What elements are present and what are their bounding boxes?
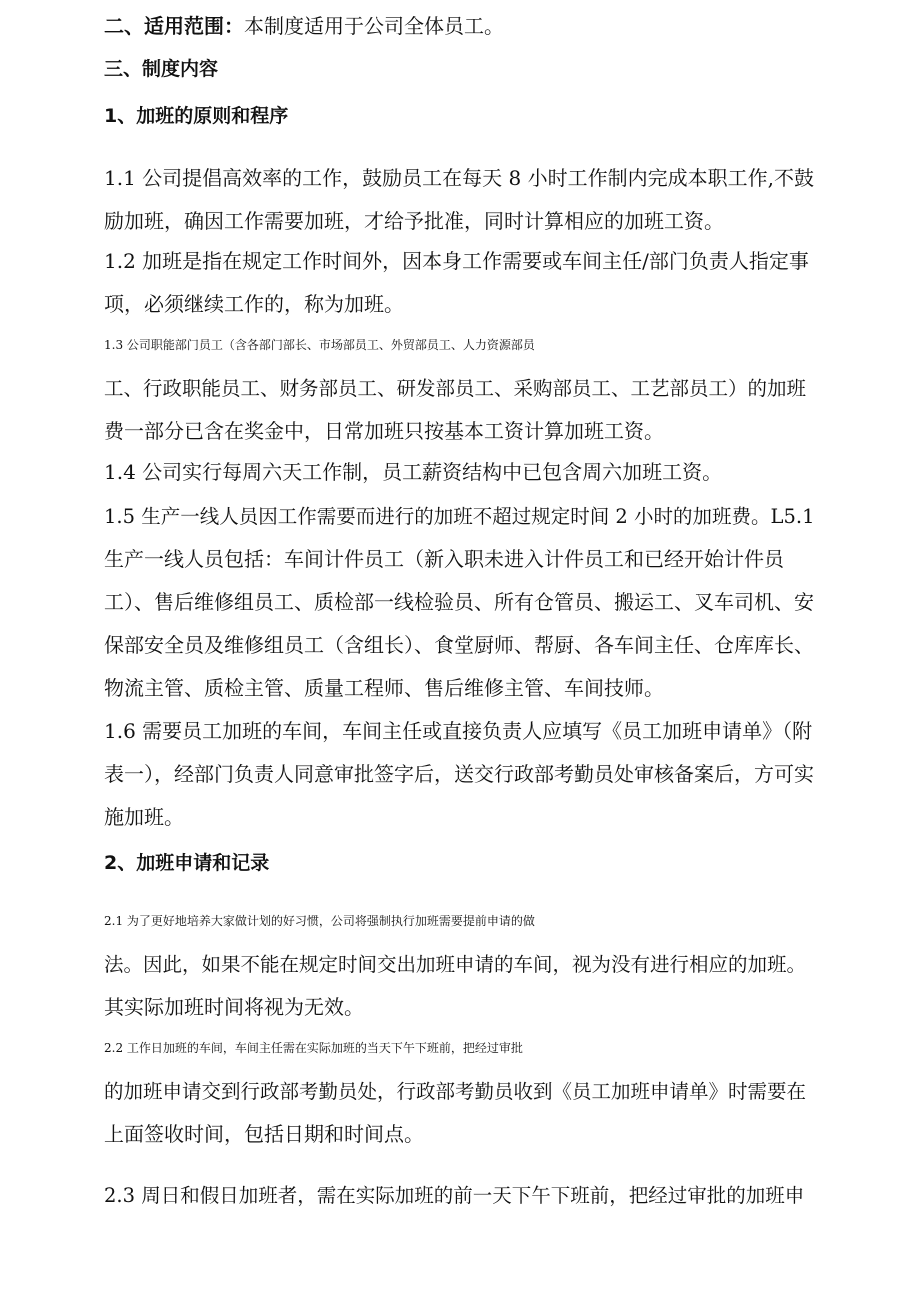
- paragraph-line: 其实际加班时间将视为无效。: [104, 995, 364, 1019]
- paragraph-line: 1.5 生产一线人员因工作需要而进行的加班不超过规定时间 2 小时的加班费。L5.1: [104, 505, 815, 528]
- paragraph-line: 2.3 周日和假日加班者，需在实际加班的前一天下午下班前，把经过审批的加班申: [104, 1184, 805, 1207]
- heading-overtime-application: 2、加班申请和记录: [104, 852, 270, 874]
- scope-line: [104, 5, 504, 48]
- paragraph-2-1: [104, 900, 806, 1029]
- paragraph-2-3: [104, 1174, 804, 1217]
- paragraph-line: 保部安全员及维修组员工（含组长）、食堂厨师、帮厨、各车间主任、仓库库长、: [104, 633, 814, 657]
- paragraph-1-2: [104, 240, 809, 326]
- paragraph-line: 表一），经部门负责人同意审批签字后，送交行政部考勤员处审核备案后，方可实: [104, 762, 814, 786]
- paragraph-line: 1.1 公司提倡高效率的工作，鼓励员工在每天 8 小时工作制内完成本职工作,不鼓: [104, 166, 814, 190]
- paragraph-line: 法。因此，如果不能在规定时间交出加班申请的车间，视为没有进行相应的加班。: [104, 953, 807, 976]
- paragraph-line: 1.6 需要员工加班的车间，车间主任或直接负责人应填写《员工加班申请单》（附: [104, 719, 813, 743]
- paragraph-line: 项，必须继续工作的，称为加班。: [104, 292, 404, 316]
- paragraph-line: 上面签收时间，包括日期和时间点。: [104, 1122, 424, 1146]
- paragraph-line: 工、行政职能员工、财务部员工、研发部员工、采购部员工、工艺部员工）的加班: [104, 377, 807, 400]
- paragraph-1-3: [104, 324, 806, 453]
- paragraph-line: 的加班申请交到行政部考勤员处，行政部考勤员收到《员工加班申请单》时需要在: [104, 1080, 807, 1103]
- paragraph-line: 励加班，确因工作需要加班，才给予批准，同时计算相应的加班工资。: [104, 209, 724, 233]
- paragraph-1-6: [104, 710, 814, 839]
- paragraph-1-5: [104, 495, 814, 710]
- scope-text: 本制度适用于公司全体员工。: [244, 14, 504, 38]
- paragraph-line: 工）、售后维修组员工、质检部一线检验员、所有仓管员、搬运工、叉车司机、安: [104, 590, 814, 614]
- heading-overtime-principles: 1、加班的原则和程序: [104, 105, 289, 127]
- paragraph-line: 生产一线人员包括：车间计件员工（新入职未进入计件员工和已经开始计件员: [104, 547, 784, 571]
- paragraph-line: 1.4 公司实行每周六天工作制，员工薪资结构中已包含周六加班工资。: [104, 460, 723, 484]
- paragraph-line: 费一部分已含在奖金中，日常加班只按基本工资计算加班工资。: [104, 419, 664, 443]
- section-content-heading: 三、制度内容: [104, 58, 219, 80]
- paragraph-line: 施加班。: [104, 805, 184, 829]
- paragraph-line: 1.2 加班是指在规定工作时间外，因本身工作需要或车间主任/部门负责人指定事: [104, 249, 809, 273]
- paragraph-1-4: [104, 451, 722, 494]
- scope-label: 二、适用范围：: [104, 14, 244, 38]
- paragraph-line: 1.3 公司职能部门员工（含各部门部长、市场部员工、外贸部员工、人力资源部员: [104, 338, 535, 352]
- paragraph-1-1: [104, 157, 814, 243]
- paragraph-line: 2.2 工作日加班的车间，车间主任需在实际加班的当天下午下班前，把经过审批: [104, 1041, 523, 1055]
- paragraph-2-2: [104, 1027, 806, 1156]
- paragraph-line: 物流主管、质检主管、质量工程师、售后维修主管、车间技师。: [104, 676, 664, 700]
- paragraph-line: 2.1 为了更好地培养大家做计划的好习惯，公司将强制执行加班需要提前申请的做: [104, 914, 535, 928]
